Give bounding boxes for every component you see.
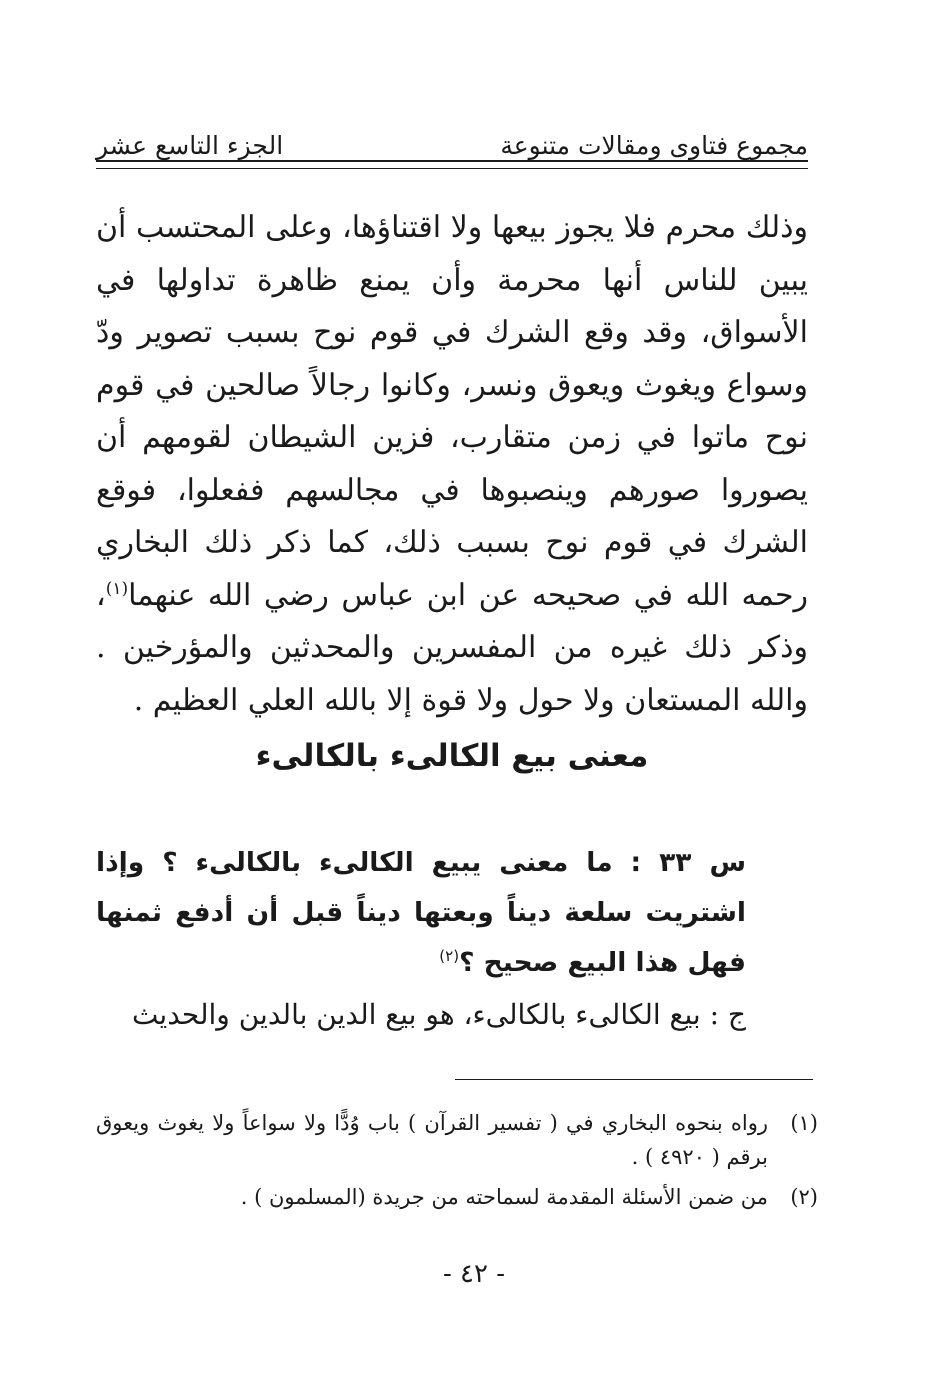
footnote-item [96,1180,818,1214]
body-text-part-1: وذلك محرم فلا يجوز بيعها ولا اقتناؤها، وعلى المحتسب أن يبين للناس أنها محرمة وأن يمنع ظاهرة تداولها في الأسواق، وقد وقع الشرك في قوم نوح بسبب تصوير ودّ وسواع ويغوث ويعوق ونسر، وكانوا رجالاً صالحين في قوم نوح ماتوا في زمن متقارب، فزين الشيطان لقومهم أن يصوروا صورهم وينصبوها في مجالسهم ففعلوا، فوقع الشرك في قوم نوح بسبب ذلك، كما ذكر ذلك البخاري رحمه الله في صحيحه عن ابن عباس رضي الله عنهما [96,210,808,613]
section-title: معنى بيع الكالىء بالكالىء [255,738,649,774]
footnote-text: رواه بنحوه البخاري في ( تفسير القرآن ) باب وُدًّا ولا سواعاً ولا يغوث ويعوق برقم ( ٤٩٢٠ ) . [96,1111,768,1169]
footnote-ref-2[interactable]: (٢) [439,947,460,966]
page-number: - ٤٢ - [442,1259,506,1289]
running-header [96,108,808,158]
body-text-part-2: ، وذكر ذلك غيره من المفسرين والمحدثين والمؤرخين . والله المستعان ولا حول ولا قوة إلا بالله العلي العظيم . [96,577,808,718]
header-book-title: مجموع فتاوى ومقالات متنوعة [500,131,808,160]
footnote-number: (٢) [790,1185,818,1209]
footnote-separator [455,1079,813,1080]
header-volume-title: الجزء التاسع عشر [96,131,284,160]
footnote-ref-1[interactable]: (١) [105,578,129,599]
answer-paragraph: ج : بيع الكالىء بالكالىء، هو بيع الدين بالدين والحديث [131,998,746,1031]
header-rule-thick [96,160,808,162]
body-paragraph [96,202,808,727]
question-text: س ٣٣ : ما معنى يبيع الكالىء بالكالىء ؟ وإذا اشتريت سلعة ديناً وبعتها ديناً قبل أن أدفع ثمنها فهل هذا البيع صحيح ؟ [96,847,747,978]
footnotes-list [96,1106,818,1220]
footnote-item [96,1106,818,1174]
footnote-text: من ضمن الأسئلة المقدمة لسماحته من جريدة (المسلمون ) . [240,1185,768,1209]
header-rule-thin [96,168,808,169]
question-paragraph [96,838,746,988]
footnote-number: (١) [790,1111,818,1135]
